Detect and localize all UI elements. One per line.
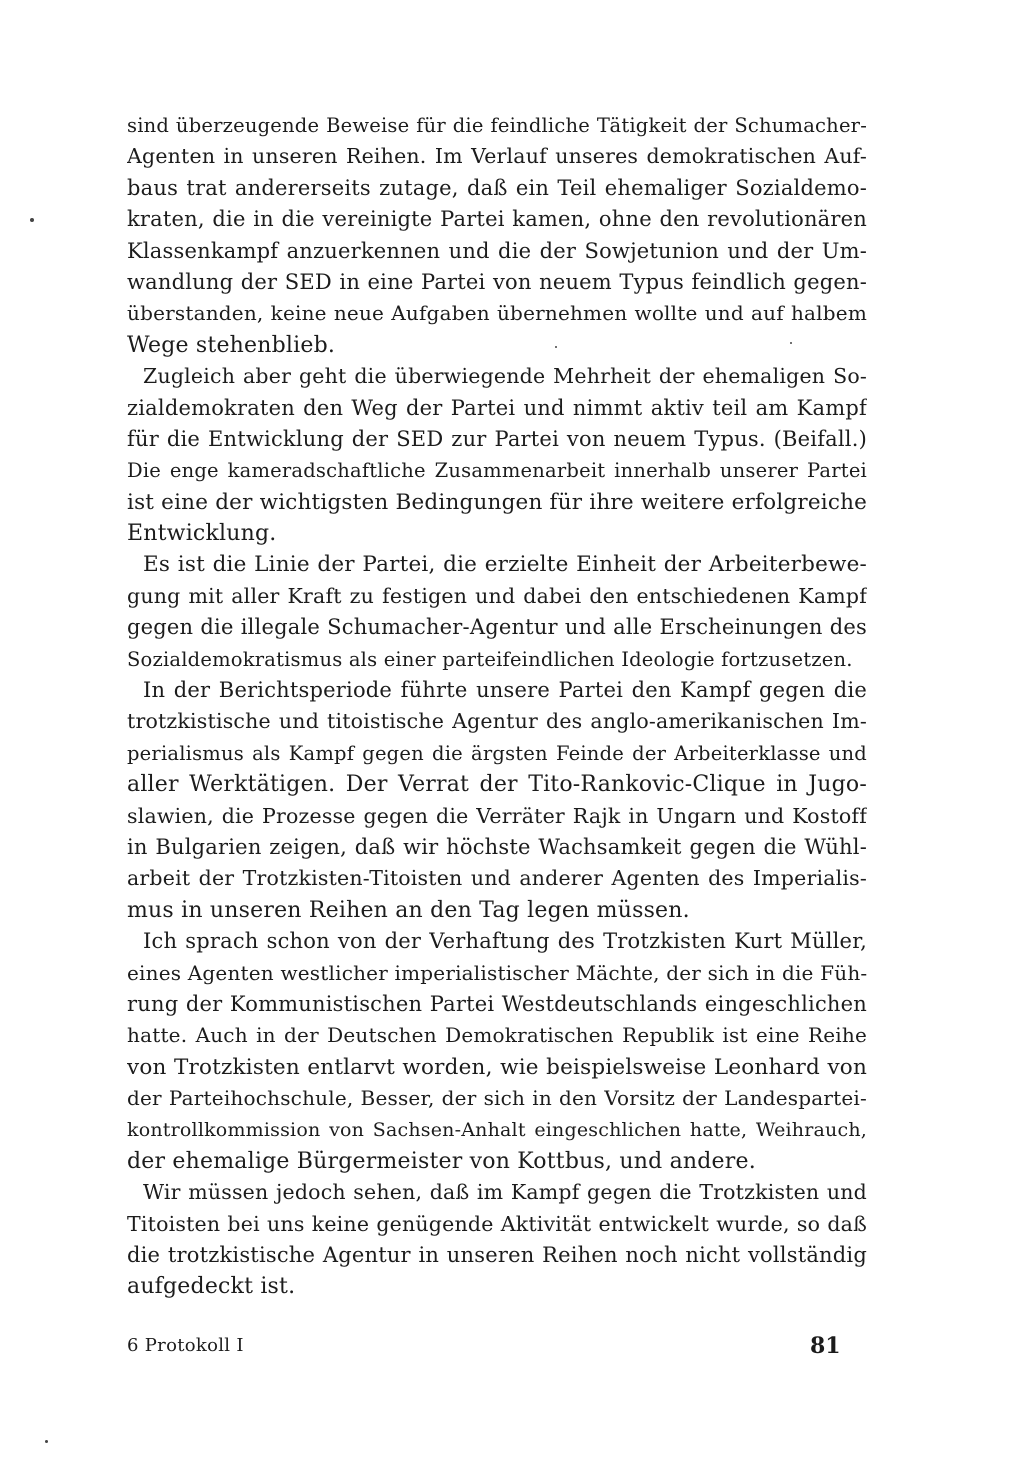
text-line: gegen die illegale Schumacher-Agentur und alle Erscheinungen des (127, 615, 867, 640)
printer-signature: 6 Protokoll I (127, 1335, 244, 1356)
text-line: perialismus als Kampf gegen die ärgsten Feinde der Arbeiterklasse und (127, 741, 867, 765)
text-line: mus in unseren Reihen an den Tag legen müssen. (127, 897, 690, 923)
text-line: zialdemokraten den Weg der Partei und nimmt aktiv teil am Kampf (127, 395, 867, 420)
text-line: gung mit aller Kraft zu festigen und dabei den entschiedenen Kampf (127, 583, 867, 608)
text-line: Die enge kameradschaftliche Zusammenarbeit innerhalb unserer Partei (127, 459, 867, 483)
scan-speck (45, 1440, 48, 1443)
text-line: die trotzkistische Agentur in unseren Reihen noch nicht vollständig (127, 1243, 867, 1268)
text-line: für die Entwicklung der SED zur Partei von neuem Typus. (Beifall.) (127, 426, 867, 451)
text-line: wandlung der SED in eine Partei von neuem Typus feindlich gegen- (127, 269, 867, 294)
body-text (127, 110, 867, 1303)
page-number: 81 (810, 1333, 841, 1359)
text-line: von Trotzkisten entlarvt worden, wie beispielsweise Leonhard von (127, 1054, 867, 1080)
text-line: Agenten in unseren Reihen. Im Verlauf unseres demokratischen Auf- (127, 144, 867, 169)
paragraph (127, 1177, 867, 1303)
text-line: Es ist die Linie der Partei, die erzielte Einheit der Arbeiterbewe- (143, 552, 867, 578)
text-line: aller Werktätigen. Der Verrat der Tito-Rankovic-Clique in Jugo- (127, 772, 867, 798)
text-line: Sozialdemokratismus als einer parteifeindlichen Ideologie fortzusetzen. (127, 647, 853, 671)
scan-speck (30, 218, 34, 222)
text-line: arbeit der Trotzkisten-Titoisten und anderer Agenten des Imperialis- (127, 866, 867, 891)
text-line: kraten, die in die vereinigte Partei kamen, ohne den revolutionären (127, 207, 867, 232)
text-line: Wir müssen jedoch sehen, daß im Kampf gegen die Trotzkisten und (143, 1180, 867, 1205)
text-line: rung der Kommunistischen Partei Westdeutschlands eingeschlichen (127, 991, 867, 1016)
text-line: slawien, die Prozesse gegen die Verräter Rajk in Ungarn und Kostoff (127, 803, 867, 828)
text-line: kontrollkommission von Sachsen-Anhalt eingeschlichen hatte, Weihrauch, (127, 1118, 867, 1141)
text-line: Titoisten bei uns keine genügende Aktivität entwickelt wurde, so daß (127, 1211, 867, 1236)
paragraph (127, 549, 867, 675)
text-line: In der Berichtsperiode führte unsere Partei den Kampf gegen die (143, 678, 867, 703)
text-line: trotzkistische und titoistische Agentur des anglo-amerikanischen Im- (127, 709, 867, 734)
text-line: Klassenkampf anzuerkennen und die der Sowjetunion und der Um- (127, 238, 867, 263)
paragraph (127, 926, 867, 1177)
scan-speck (790, 342, 792, 344)
text-line: ist eine der wichtigsten Bedingungen für ihre weitere erfolgreiche (127, 489, 867, 515)
text-line: Zugleich aber geht die überwiegende Mehrheit der ehemaligen So- (143, 364, 867, 389)
paragraph (127, 675, 867, 926)
text-line: der Parteihochschule, Besser, der sich in den Vorsitz der Landespartei- (127, 1086, 867, 1111)
text-line: eines Agenten westlicher imperialistischer Mächte, der sich in die Füh- (127, 960, 867, 985)
text-line: baus trat andererseits zutage, daß ein Teil ehemaliger Sozialdemo- (127, 175, 867, 200)
text-line: Ich sprach schon von der Verhaftung des Trotzkisten Kurt Müller, (143, 929, 867, 954)
text-line: Entwicklung. (127, 521, 277, 547)
text-line: aufgedeckt ist. (127, 1274, 296, 1300)
scan-speck (555, 346, 557, 348)
text-line: hatte. Auch in der Deutschen Demokratischen Republik ist eine Reihe (127, 1023, 867, 1048)
paragraph (127, 110, 867, 361)
text-line: der ehemalige Bürgermeister von Kottbus, und andere. (127, 1148, 756, 1174)
text-line: sind überzeugende Beweise für die feindliche Tätigkeit der Schumacher- (127, 114, 867, 137)
paragraph (127, 361, 867, 549)
text-line: in Bulgarien zeigen, daß wir höchste Wachsamkeit gegen die Wühl- (127, 834, 867, 859)
text-line: Wege stehenblieb. (127, 332, 336, 358)
text-line: überstanden, keine neue Aufgaben übernehmen wollte und auf halbem (127, 301, 867, 326)
